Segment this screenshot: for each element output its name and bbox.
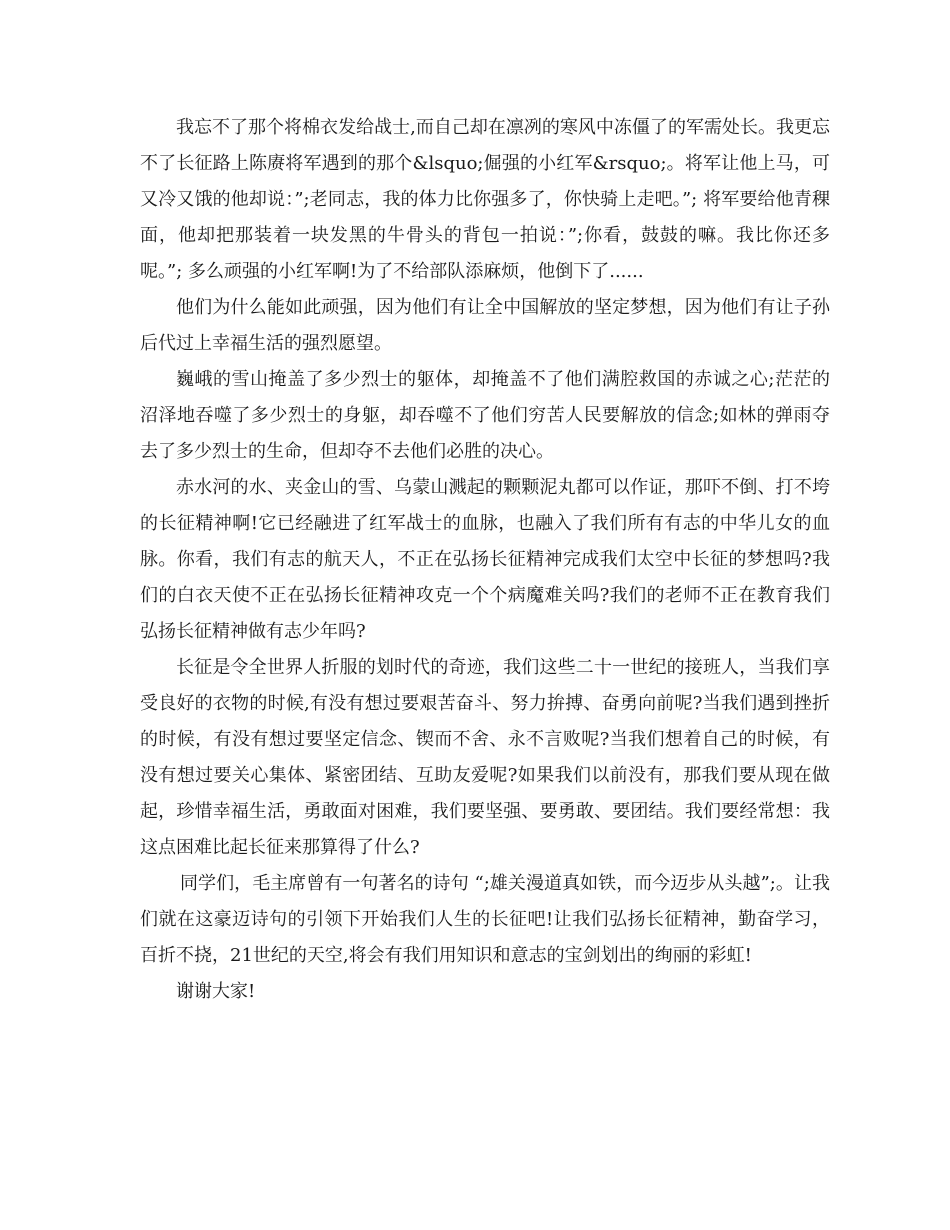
paragraph-3: 巍峨的雪山掩盖了多少烈士的躯体，却掩盖不了他们满腔救国的赤诚之心;茫茫的沼泽地吞噬了多少烈士的身躯，却吞噬不了他们穷苦人民要解放的信念;如林的弹雨夺去了多少烈士的生命，但却夺不去他们必胜的决心。 [140, 369, 830, 462]
paragraph-5: 长征是令全世界人折服的划时代的奇迹，我们这些二十一世纪的接班人，当我们享受良好的衣物的时候,有没有想过要艰苦奋斗、努力拚搏、奋勇向前呢?当我们遇到挫折的时候，有没有想过要坚定信念、锲而不舍、永不言败呢?当我们想着自己的时候，有没有想过要关心集体、紧密团结、互助友爱呢?如果我们以前没有，那我们要从现在做起，珍惜幸福生活，勇敢面对困难，我们要坚强、要勇敢、要团结。我们要经常想：我这点困难比起长征来那算得了什么? [140, 657, 830, 858]
paragraph-1: 我忘不了那个将棉衣发给战士,而自己却在凛冽的寒风中冻僵了的军需处长。我更忘不了长征路上陈赓将军遇到的那个&lsquo;倔强的小红军&rsquo;。将军让他上马，可又冷又饿的他却说：”;老同志，我的体力比你强多了，你快骑上走吧。”; 将军要给他青稞面，他却把那装着一块发黑的牛骨头的背包一拍说：”;你看，鼓鼓的嘛。我比你还多呢。”; 多么顽强的小红军啊!为了不给部队添麻烦，他倒下了...... [140, 117, 830, 282]
closing-line: 谢谢大家! [176, 981, 256, 1002]
paragraph-2: 他们为什么能如此顽强，因为他们有让全中国解放的坚定梦想，因为他们有让子孙后代过上幸福生活的强烈愿望。 [140, 297, 830, 354]
document-body [140, 110, 830, 1010]
paragraph-4: 赤水河的水、夹金山的雪、乌蒙山溅起的颗颗泥丸都可以作证，那吓不倒、打不垮的长征精神啊!它已经融进了红军战士的血脉，也融入了我们所有有志的中华儿女的血脉。你看，我们有志的航天人，不正在弘扬长征精神完成我们太空中长征的梦想吗?我们的白衣天使不正在弘扬长征精神攻克一个个病魔难关吗?我们的老师不正在教育我们弘扬长征精神做有志少年吗? [140, 477, 830, 642]
paragraph-6: 同学们，毛主席曾有一句著名的诗句 “;雄关漫道真如铁，而今迈步从头越”;。让我们就在这豪迈诗句的引领下开始我们人生的长征吧!让我们弘扬长征精神，勤奋学习，百折不挠，21世纪的天空,将会有我们用知识和意志的宝剑划出的绚丽的彩虹! [140, 873, 830, 966]
